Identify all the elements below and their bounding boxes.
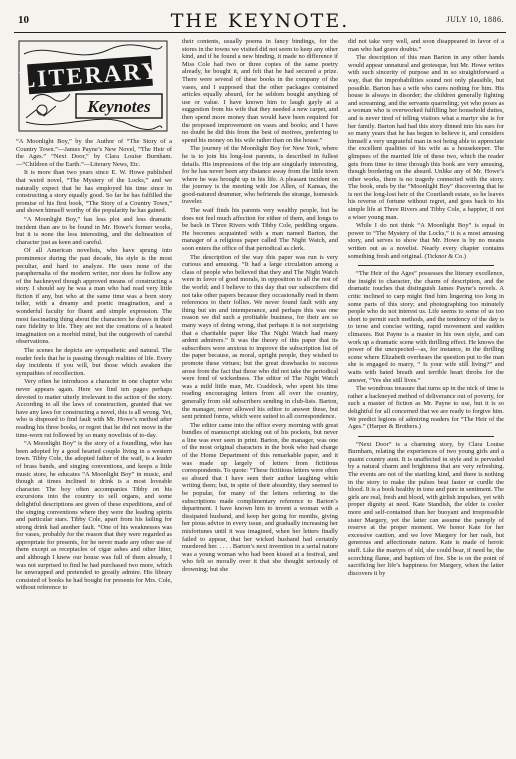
- paragraph: their contents, usually poems in fancy bindings, for the stores in the towns we visited did not seem to keep any other kind, and if he found a new binding, it made no difference if Miss Cole had two or three copies of the same poetry already, he bought it, and felt that he had secured a prize. There were several of these books in the company of the vases, and I supposed that the other packages contained articles equally absurd, for he seldom bought anything of use or value. I have known him to laugh gayly at a suggestion from his wife that they needed a new carpet, and then spend more money than would have been required for the proposed improvement on vases and books; and I have no doubt he did this from the best of motives, preferring to spend his money on his wife rather than on the house.”: [182, 38, 338, 144]
- paragraph: The editor came into the office every morning with great bundles of manuscript sticking out of his pockets, but never a line was ever seen in print. Barton, the manager, was one of the most original characters in the book who had charge of the Home Department of this remarkable paper, and it was made up largely of letters from fictitious correspondents. To quote: “These fictitious letters were often so absurd that I have seen their author laughing while writing them; but, in spite of their absurdity, they seemed to be popular, for many of the letters referring to the subscriptions made complimentary reference to Barton’s department. I have known him to invent a woman with a dissipated husband, and keep her going for months, giving her pious advice in every issue, and gradually increasing her misfortunes until it was imagined, when her letters finally failed to appear, that her wicked husband had certainly murdered her. . . . . Barton’s next invention in a serial nature was a young woman who had been kissed at a festival, and who felt so morally over it that she thought seriously of drowning; but she: [182, 421, 338, 573]
- paragraph: Very often he introduces a character in one chapter who never appears again. Here we find ten pages perhaps devoted to matter utterly irrelevant to the action of the story. According to all the laws of construction, granted that we have any laws for constructing a novel, this is all wrong. Yet, who is disposed to find fault with Mr. Howe’s method after reading his three books, or regret that he did not move in the time-worn rut followed by so many novelists of to-day.: [16, 378, 172, 439]
- paragraph: While I do not think “A Moonlight Boy” is equal in power to “The Mystery of the Locks,” it is a most amusing story, and serves to show that Mr. Howe is by no means written out as a novelist. Nearly every chapter contains something fresh and original. (Ticknor & Co.): [348, 222, 504, 260]
- paragraph: The wondrous treasure that turns up in the nick of time is rather a hackneyed method of deliverance out of poverty, for such a master of fiction as Mr. Payne to use, but it is so delightful for all concerned that we are ready to forgive him. We predict legions of admiring readers for “The Heir of the Ages.” (Harper & Brothers.): [348, 385, 504, 431]
- page-number: 10: [18, 14, 29, 26]
- paragraph: The journey of the Moonlight Boy for New York, where he is to join his long-lost parents, is described in fullest details. His impressions of the trip are singularly interesting, for he has never been any distance away from the little town where he was brought up in his life. A pleasant incident on the journey is the meeting with Joe Allen, of Kansas, the good-natured drummer, who befriends the strange, homesick traveler.: [182, 145, 338, 206]
- logo-word-bottom: Keynotes: [87, 97, 151, 116]
- paragraph: “A Moonlight Boy” is the story of a foundling, who has been adopted by a good hearted couple living in a western town. Tibby Cole, the adopted father of the waif, is a leader of brass bands, and singing conventions, and keeps a little music store, he educates “A Moonlight Boy” in music, and though at times inclined to drink is a most loveable character. The boy often accompanies Tibby on his excursions into the country to sell organs, and some delightful descriptions are given of these expeditions, and of the singing conventions where they were the leading spirits and particular stars. Tibby Cole, apart from his failing for strong drink had another fault. “One of his weaknesses was for vases, probably for the reason that they were regarded as appropriate for presents, for he never made any other use of them except as receptacles of cigar ashes and other litter, and although I knew our house was full of them already, I was not surprised to find he had purchased two more, which he unwrapped and pretended to greatly admire. His library consisted of books he had bought for presents for Mrs. Cole, without reference to: [16, 440, 172, 592]
- newspaper-page: [14, 6, 506, 754]
- paragraph: It is more than two years since E. W. Howe published that weird novel, “The Mystery of the Locks,” and we naturally expect that he has employed his time since in constructing a story equally good. So far he has fulfilled the promise of his first book, “The Story of a Country Town,” and shown himself worthy of the popularity he has gained.: [16, 169, 172, 215]
- column-3: [348, 38, 504, 754]
- masthead: THE KEYNOTE.: [170, 10, 350, 32]
- logo-word-top: LITERARY: [18, 58, 162, 94]
- section-divider: [358, 436, 494, 437]
- paragraph: “A Moonlight Boy,” has less plot and less dramatic incident than are to be found in Mr. Howe’s former works, but it is none the less interesting, and the delineation of character just as keen and careful.: [16, 215, 172, 246]
- paragraph: The description of the way this paper was run is very curious and amusing. “It had a large circulation among a class of people who believed that they and The Night Watch were in favor of good morals, in opposition to all the rest of the world; and I believe to this day that our subscribers did not take other papers because they occasionally read in them references to their follies. We never found fault with any thing but sin and intemperance, and perhaps this was one reason we did such a profitable business, for their are so many ways of doing wrong, that perhaps it is not surprising that a charitable paper like The Night Watch had many ardent admirers.” It was the theory of this paper that its subscribers were anxious to improve the subscription list of the paper because, as moral, upright people, they wished to promote these virtues; but the great drawbacks to success arose from the fact that those who did not take the periodical were fond of wickedness. The editor of The Night Watch was a mild little man, Mr. Craddock, who spent his time reading encouraging letters from all over the country, generally from old subscribers sending in club-lists. Barton, the manager, never allowed his editor to answer these, but sent printed forms, which were suited to all correspondence.: [182, 253, 338, 421]
- paragraph: The waif finds his parents very wealthy people, but he does not feel much affection for either of them, and longs to be back in Three Rivers with Tibby Cole, peddling organs. He becomes acquainted with a man named Barton, the manager of a religious paper called The Night Watch, and soon enters the office of that periodical as clerk.: [182, 207, 338, 253]
- column-1-intro: “A Moonlight Boy,” by the Author of “The Story of a Country Town.”—James Payne’s New Novel, “The Heir of the Ages.” “Next Door,” by Clara Louise Burnham.—“Children of the Earth.”—Literary News, Etc.: [16, 138, 172, 168]
- column-2: [182, 38, 338, 754]
- paragraph: did not take very well, and soon disappeared in favor of a man who had grave doubts.”: [348, 38, 504, 53]
- paragraph: The description of this man Barton in any other hands would appear unnatural and grotesque, but Mr. Howe writes with such sincerity of purpose and in so straightforward a way, that the improbabilities sound not only plausible, but possible. Barton has a wife who cares nothing for him. His house is always in disorder; the children generally fighting and screaming, and the servants quarreling; yet who poses as a woman who is overworked fulfilling her household duties, and is never tired of telling visitors what a martyr she is for her family. Barton had had this story dinned into his ears for so many years that he has begun to believe it, and considers himself a very ungrateful man in not being able to appreciate the excellent qualities of his wife as a housekeeper. The glimpses of the married life of these two, which the reader gets from time to time through this book are very amusing, though bordering on the absurd. Unlike any of Mr. Howe’s other works, there is no tragedy connected with the story. The book, ends by the “Moonlight Boy” discovering that he is not the long-lost heir of the Courtlandt estate, so he leaves his reverse of fortune without regret, and goes back to his simple life at Three Rivers and Tibby Cole, a happier, if not a wiser young man.: [348, 54, 504, 221]
- paragraph: “The Heir of the Ages” possesses the literary excellence, the insight to character, the charm of description, and the dramatic touches that distinguish James Payne’s novels. A critic inclined to carp might find him lingering too long in some parts of this story; and photographing too minutely people who do not interest us. Life seems to some of us too short to permit such methods, and the tendency of the day is to terse and concise writing, rapid movement and sudden climaxes. But Payne is a master in his own style, and can work up a dramatic scene with thrilling effect. He knows the power of the unexpected—as, for instance, in the thrilling scene where Elizabeth overhears the question put to the man she is engaged to marry, “ Is your wife still living?” and waits with bated breath and terrible heart throbs for the answer, “Yes she still lives.”: [348, 270, 504, 384]
- literary-keynotes-logo: [18, 40, 168, 132]
- paragraph: “Next Door” is a charming story, by Clara Louise Burnham, relating the experiences of two young girls and a quaint country aunt. It is unaffected in style and is pervaded by a natural charm and brightness that are very refreshing. The events are not of the startling kind, and there is nothing in the story to make the pulses beat faster or curdle the blood. It is a book healthy in tone and pure in sentiment. The girls are real, fresh and blood, with girlish impulses, yet with proper dignity at need. Kate Standish, the elder is cooler more and self-contained than her buoyant and irrepressible sister Margery, yet the latter can assume the panoply of reserve at the proper moment. We honor Kate for her excessive caution, and we love Margery for her rash, but generous and affectionate nature. Kate is made of heroic stuff. Like the martyrs of old, she could bear, if need be, the scorching flame, and baptism of fire. She is on the point of sacrificing her life’s happiness for Margery, when the latter discovers it by: [348, 440, 504, 577]
- paragraph: The scenes he depicts are sympathetic and natural. The reader feels that he is passing through realities of life. Every day incidents if you will, but those which awaken the sympathies of recollection.: [16, 347, 172, 377]
- column-1: [16, 38, 172, 754]
- section-divider: [358, 265, 494, 266]
- issue-date: JULY 10, 1886.: [446, 15, 504, 24]
- logo-artwork: [18, 40, 168, 132]
- paragraph: Of all American novelists, who have sprung into prominence during the past decade, his style is the most peculiar, and hard to analyze. He uses none of the paraphernalia of the modern writer, nor does he follow any of the hackneyed though approved means of constructing a story. I should say he was a man who had read very little fiction if any, but who at the same time was a born story teller, with a dreamy and poetic imagination, and a wonderful faculty for fluent and simple expression. The most fascinating thing about the characters he draws in their rare fidelity to life. They are not the creations of a heated imagination on a morbid mind, but the outgrowth of careful observations.: [16, 247, 172, 346]
- page-header: [14, 6, 506, 33]
